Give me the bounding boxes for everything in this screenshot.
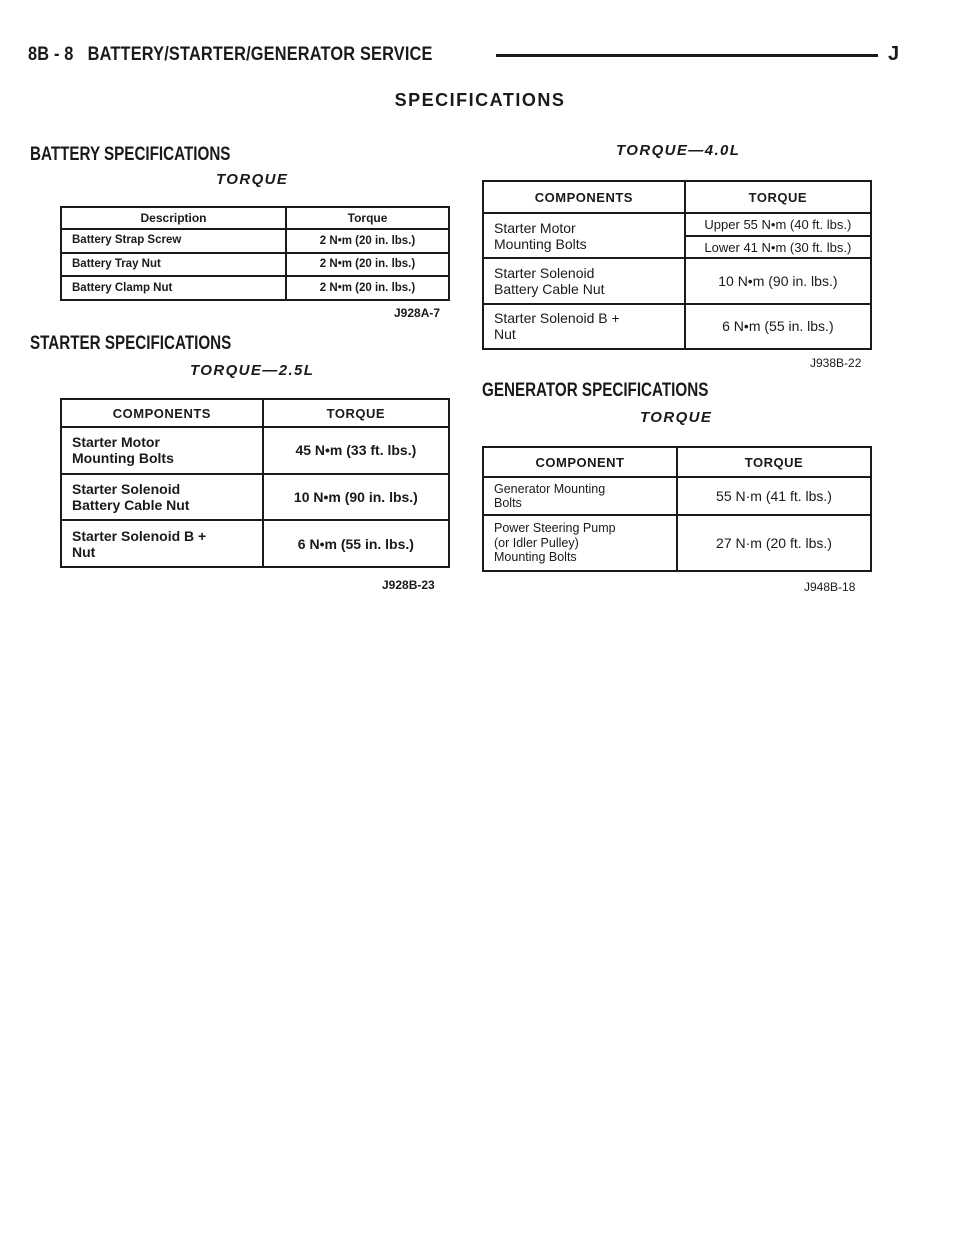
component-line: Starter Solenoid xyxy=(494,264,595,281)
component-cell: Battery Tray Nut xyxy=(61,253,286,277)
column-header: TORQUE xyxy=(263,399,449,427)
header-section-name: BATTERY/STARTER/GENERATOR SERVICE xyxy=(87,44,433,65)
starter-40-torque-table xyxy=(482,180,872,350)
component-cell xyxy=(483,515,677,571)
column-header: Description xyxy=(61,207,286,229)
component-line: Power Steering Pump xyxy=(494,521,616,536)
table-row xyxy=(61,276,449,300)
component-line: Starter Motor xyxy=(494,219,576,236)
generator-section-title: GENERATOR SPECIFICATIONS xyxy=(482,380,709,401)
component-cell xyxy=(483,304,685,349)
component-cell xyxy=(483,477,677,515)
starter-25-subtitle: TORQUE—2.5L xyxy=(190,362,315,379)
column-header: COMPONENTS xyxy=(483,181,685,213)
torque-cell: 55 N·m (41 ft. lbs.) xyxy=(677,477,871,515)
torque-cell: 2 N•m (20 in. lbs.) xyxy=(286,276,449,300)
component-cell xyxy=(61,474,263,521)
table-row xyxy=(483,304,871,349)
torque-upper: Upper 55 N•m (40 ft. lbs.) xyxy=(686,214,870,237)
component-line: Nut xyxy=(72,543,96,560)
starter-40-subtitle: TORQUE—4.0L xyxy=(616,142,741,159)
table-header-row xyxy=(61,207,449,229)
table-row xyxy=(483,477,871,515)
component-line: Generator Mounting xyxy=(494,481,606,496)
generator-torque-table xyxy=(482,446,872,572)
table-row xyxy=(483,213,871,258)
torque-cell: 2 N•m (20 in. lbs.) xyxy=(286,229,449,253)
torque-cell: 45 N•m (33 ft. lbs.) xyxy=(263,427,449,474)
table-header-row xyxy=(483,447,871,477)
page-title: SPECIFICATIONS xyxy=(394,90,566,110)
component-line: Bolts xyxy=(494,496,522,511)
starter-25-torque-table xyxy=(60,398,450,568)
battery-section-title: BATTERY SPECIFICATIONS xyxy=(30,144,231,165)
table-row xyxy=(483,515,871,571)
torque-cell: 10 N•m (90 in. lbs.) xyxy=(685,258,871,303)
component-line: Starter Solenoid B + xyxy=(494,310,620,327)
component-line: Mounting Bolts xyxy=(494,235,587,252)
torque-cell: 6 N•m (55 in. lbs.) xyxy=(263,520,449,567)
table-header-row xyxy=(483,181,871,213)
header-section-label xyxy=(28,44,433,66)
component-line: Starter Motor xyxy=(72,434,160,451)
component-line: Starter Solenoid xyxy=(72,480,181,497)
component-cell: Battery Strap Screw xyxy=(61,229,286,253)
battery-torque-table xyxy=(60,206,450,301)
component-line: Starter Solenoid B + xyxy=(72,527,207,544)
component-cell: Battery Clamp Nut xyxy=(61,276,286,300)
torque-lower: Lower 41 N•m (30 ft. lbs.) xyxy=(704,239,852,255)
component-line: Nut xyxy=(494,326,516,343)
torque-cell: 10 N•m (90 in. lbs.) xyxy=(263,474,449,521)
header-rule xyxy=(496,54,878,57)
component-cell xyxy=(61,427,263,474)
column-header: TORQUE xyxy=(685,181,871,213)
column-header: COMPONENTS xyxy=(61,399,263,427)
table-row xyxy=(61,427,449,474)
figure-id: J928A-7 xyxy=(394,306,441,320)
header-model-code: J xyxy=(888,43,900,65)
torque-cell: 6 N•m (55 in. lbs.) xyxy=(685,304,871,349)
component-line: Battery Cable Nut xyxy=(72,496,190,513)
page-header xyxy=(28,40,900,80)
header-section-code: 8B - 8 xyxy=(28,44,74,65)
torque-cell: 2 N•m (20 in. lbs.) xyxy=(286,253,449,277)
figure-id: J948B-18 xyxy=(804,580,856,594)
torque-cell: 27 N·m (20 ft. lbs.) xyxy=(677,515,871,571)
table-row xyxy=(61,520,449,567)
component-cell xyxy=(483,213,685,258)
starter-section-title: STARTER SPECIFICATIONS xyxy=(30,333,232,354)
table-header-row xyxy=(61,399,449,427)
column-header: Torque xyxy=(286,207,449,229)
table-row xyxy=(61,253,449,277)
figure-id: J928B-23 xyxy=(382,578,435,592)
component-line: (or Idler Pulley) xyxy=(494,535,579,550)
component-cell xyxy=(61,520,263,567)
component-line: Battery Cable Nut xyxy=(494,280,605,297)
table-row xyxy=(61,474,449,521)
column-header: COMPONENT xyxy=(483,447,677,477)
generator-torque-subtitle: TORQUE xyxy=(640,409,713,426)
column-header: TORQUE xyxy=(677,447,871,477)
battery-torque-subtitle: TORQUE xyxy=(216,171,289,188)
table-row xyxy=(61,229,449,253)
figure-id: J938B-22 xyxy=(810,356,862,370)
torque-cell xyxy=(685,213,871,258)
component-cell xyxy=(483,258,685,303)
component-line: Mounting Bolts xyxy=(72,450,174,467)
table-row xyxy=(483,258,871,303)
component-line: Mounting Bolts xyxy=(494,550,577,565)
